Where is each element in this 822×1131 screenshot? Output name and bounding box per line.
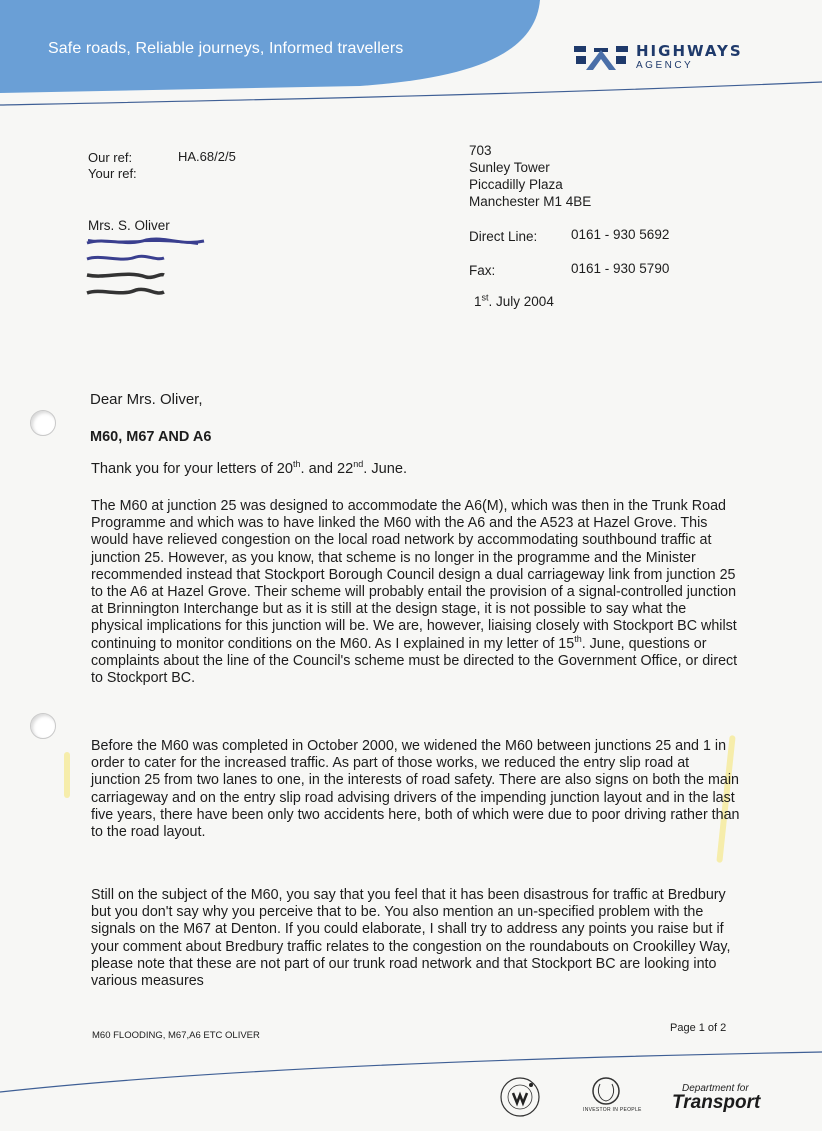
page-number: Page 1 of 2 bbox=[670, 1022, 727, 1034]
direct-line-value: 0161 - 930 5692 bbox=[571, 227, 670, 242]
logo-subtitle: AGENCY bbox=[636, 60, 694, 71]
salutation: Dear Mrs. Oliver, bbox=[90, 391, 203, 408]
dft-logo-line2: Transport bbox=[672, 1092, 761, 1113]
sender-address-line: 703 bbox=[469, 143, 492, 158]
highways-agency-logo bbox=[572, 40, 762, 80]
investors-in-people-icon bbox=[588, 1074, 624, 1108]
redaction-mark bbox=[86, 286, 166, 298]
punch-hole bbox=[30, 410, 56, 436]
logo-title: HIGHWAYS bbox=[636, 42, 743, 60]
body-paragraph: Still on the subject of the M60, you say that you feel that it has been disastrous for traffic at Bredbury but you don't say why you perceive that to be. You also mention an un-specified problem with the signals on the M67 at Denton. If you could elaborate, I shall try to address any points you raise but if your comment about Bredbury traffic relates to the congestion on the roundabouts on Crookilley Way, please note that these are not part of our trunk road network and that Stockport BC are looking into various measures bbox=[91, 887, 731, 990]
punch-hole bbox=[30, 713, 56, 739]
our-ref-label: Our ref: bbox=[88, 150, 133, 165]
letter-date: 1st. July 2004 bbox=[474, 292, 554, 309]
letter-subject: M60, M67 AND A6 bbox=[90, 429, 212, 445]
investors-in-people-text: INVESTOR IN PEOPLE bbox=[583, 1107, 642, 1113]
redaction-mark bbox=[86, 269, 166, 281]
footer-file-reference: M60 FLOODING, M67,A6 ETC OLIVER bbox=[92, 1030, 260, 1041]
body-paragraph: The M60 at junction 25 was designed to accommodate the A6(M), which was then in the Trunk Road Programme and which was to have linked the M60 with the A6 and the A523 at Hazel Grove. This would have relieved congestion on the local road network by accommodating southbound traffic at junction 25. However, as you know, that scheme is no longer in the programme and the Minister recommended instead that Stockport Borough Council design a dual carriageway link from junction 25 to the A6 at Hazel Grove. Their scheme will probably entail the provision of a signal-controlled junction at Brinnington Interchange but as it is still at the design stage, it is not possible to say what the physical implications for this junction will be. We are, however, liaising closely with Stockport BC whilst continuing to monitor conditions on the M60. As I explained in my letter of 15th. June, questions or complaints about the line of the Council's scheme must be directed to the Government Office, or direct to Stockport BC. bbox=[91, 498, 738, 687]
fax-label: Fax: bbox=[469, 263, 496, 278]
our-ref-value: HA.68/2/5 bbox=[178, 149, 236, 164]
dft-logo-line1: Department for bbox=[682, 1083, 749, 1094]
sender-address-line: Manchester M1 4BE bbox=[469, 194, 592, 209]
your-ref-label: Your ref: bbox=[88, 166, 137, 181]
body-paragraph: Before the M60 was completed in October 2000, we widened the M60 between junctions 25 and 1 in order to cater for the increased traffic. As part of those works, we reduced the entry slip road at junction 25 from two lanes to one, in the interests of road safety. There are also signs on both the main carriageway and on the entry slip road advising drivers of the impending junction layout and in the last five years, there have been only two accidents here, both of which were due to poor driving rather than to the road layout. bbox=[91, 738, 740, 841]
highways-agency-logo-icon bbox=[572, 42, 630, 72]
redaction-mark bbox=[86, 235, 206, 247]
redaction-mark bbox=[86, 252, 166, 264]
intro-paragraph: Thank you for your letters of 20th. and 22nd. June. bbox=[91, 459, 408, 477]
recipient-name: Mrs. S. Oliver bbox=[88, 218, 170, 233]
highlighter-mark bbox=[64, 752, 70, 798]
fax-value: 0161 - 930 5790 bbox=[571, 261, 670, 276]
disability-symbol-badge-icon bbox=[498, 1075, 542, 1119]
header-tagline: Safe roads, Reliable journeys, Informed travellers bbox=[48, 40, 404, 57]
sender-address-line: Sunley Tower bbox=[469, 160, 550, 175]
sender-address-line: Piccadilly Plaza bbox=[469, 177, 563, 192]
direct-line-label: Direct Line: bbox=[469, 229, 538, 244]
